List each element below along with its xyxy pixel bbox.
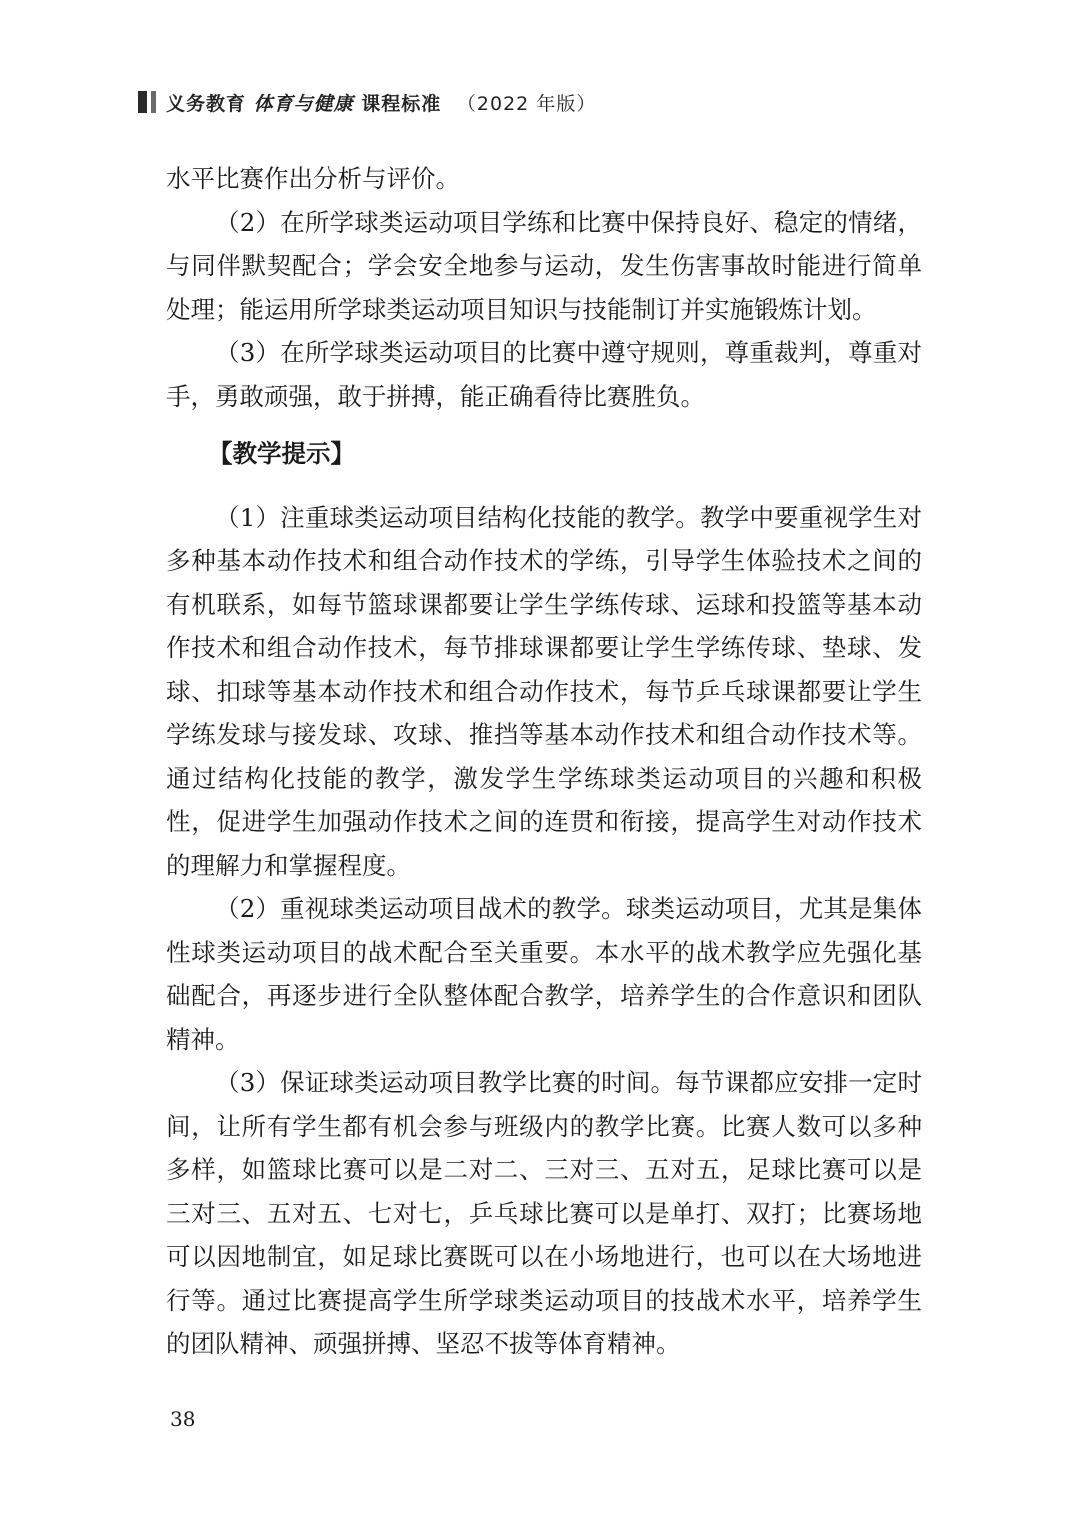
header-edition: （2022 年版）: [456, 92, 597, 115]
body-line: 作技术和组合动作技术，每节排球课都要让学生学练传球、垫球、发: [166, 633, 922, 662]
body-line: （3）保证球类运动项目教学比赛的时间。每节课都应安排一定时: [215, 1068, 922, 1097]
body-line: 多种基本动作技术和组合动作技术的学练，引导学生体验技术之间的: [166, 546, 922, 575]
body-line: 有机联系，如每节篮球课都要让学生学练传球、运球和投篮等基本动: [166, 589, 922, 619]
header-bar-mark-light: [151, 91, 156, 113]
body-line: 三对三、五对五、七对七，乒乓球比赛可以是单打、双打；比赛场地: [166, 1198, 922, 1228]
body-line: 通过结构化技能的教学，激发学生学练球类运动项目的兴趣和积极: [166, 763, 922, 793]
body-line: 间，让所有学生都有机会参与班级内的教学比赛。比赛人数可以多种: [166, 1111, 922, 1141]
body-line: （2）重视球类运动项目战术的教学。球类运动项目，尤其是集体: [215, 894, 922, 923]
body-line: 行等。通过比赛提高学生所学球类运动项目的技战术水平，培养学生: [166, 1285, 922, 1315]
header-part-2: 体育与健康: [253, 92, 354, 115]
body-line: 学练发球与接发球、攻球、推挡等基本动作技术和组合动作技术等。: [166, 720, 922, 749]
header-bar-mark: [138, 91, 147, 113]
header-part-3: 课程标准: [361, 92, 442, 115]
body-line: 可以因地制宜，如足球比赛既可以在小场地进行，也可以在大场地进: [166, 1242, 922, 1271]
page-number: 38: [170, 1407, 196, 1431]
running-header: [138, 88, 596, 116]
section-heading: 【教学提示】: [208, 439, 355, 468]
header-part-1: 义务教育: [166, 92, 247, 115]
body-line: 性球类运动项目的战术配合至关重要。本水平的战术教学应先强化基: [166, 937, 922, 967]
body-line: 水平比赛作出分析与评价。: [166, 164, 460, 193]
body-line: 础配合，再逐步进行全队整体配合教学，培养学生的合作意识和团队: [166, 981, 922, 1010]
body-line: 球、扣球等基本动作技术和组合动作技术，每节乒乓球课都要让学生: [166, 676, 922, 706]
body-line: 的理解力和掌握程度。: [166, 850, 411, 880]
page-body: [166, 157, 922, 1366]
body-line: （1）注重球类运动项目结构化技能的教学。教学中要重视学生对: [215, 502, 922, 532]
body-line: （2）在所学球类运动项目学练和比赛中保持良好、稳定的情绪，: [215, 207, 922, 237]
header-title: [166, 89, 596, 116]
body-line: （3）在所学球类运动项目的比赛中遵守规则，尊重裁判，尊重对: [215, 338, 922, 367]
body-line: 的团队精神、顽强拼搏、坚忍不拔等体育精神。: [166, 1329, 681, 1358]
body-line: 多样，如篮球比赛可以是二对二、三对三、五对五，足球比赛可以是: [166, 1155, 922, 1184]
body-line: 处理；能运用所学球类运动项目知识与技能制订并实施锻炼计划。: [166, 294, 877, 324]
body-line: 手，勇敢顽强，敢于拼搏，能正确看待比赛胜负。: [166, 381, 705, 411]
body-line: 与同伴默契配合；学会安全地参与运动，发生伤害事故时能进行简单: [166, 251, 922, 280]
body-line: 精神。: [166, 1024, 240, 1054]
body-line: 性，促进学生加强动作技术之间的连贯和衔接，提高学生对动作技术: [166, 807, 922, 836]
